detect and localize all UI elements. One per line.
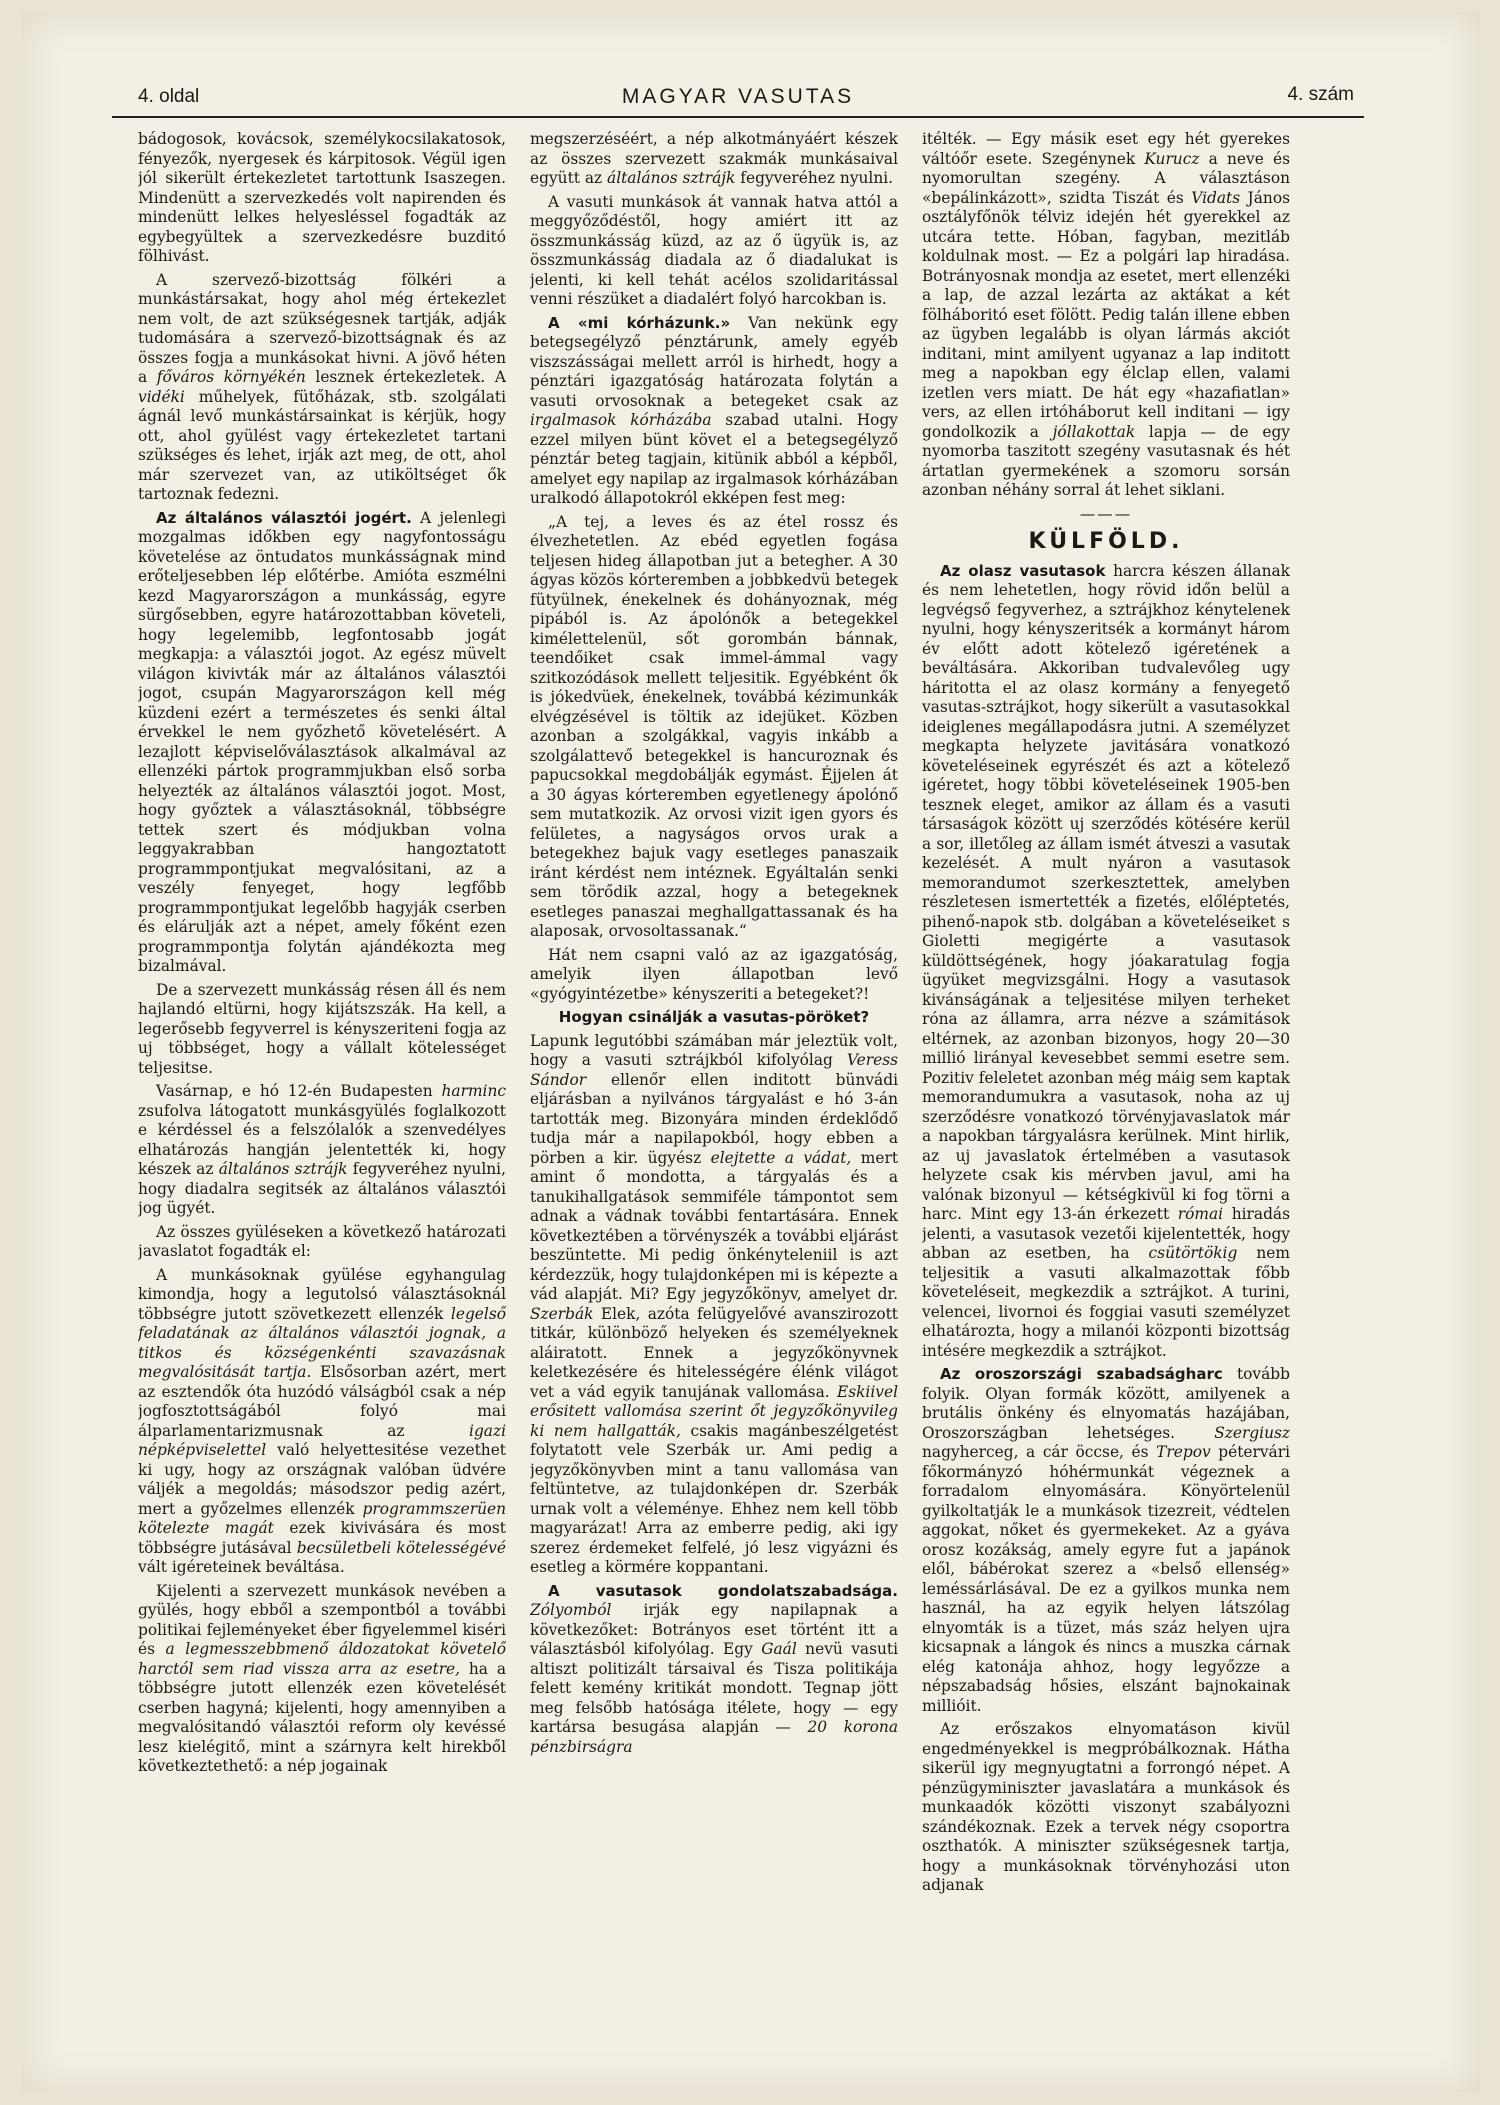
paragraph: Lapunk legutóbbi számában már jeleztük volt, hogy a vasuti sztrájkból kifolyólag Veress Sándor ellenőr ellen inditott bünvádi eljárásban a nyilvános tárgyalást e hó 3-án tartották meg. Bizonyára minden érdeklődő tudja már a napilapokból, hogy ebben a pörben a kir. ügyész elejtette a vádat, mert amint ő mondotta, a tárgyalás és a tanukihallgatások semmiféle támpontot sem adnak a vádnak további fentartására. Ennek következtében a törvényszék a további eljárást beszüntette. Mi pedig önkényteleniil is azt kérdezzük, hogy tulajdonképen mi is képezte a vád alapját. Mi? Egy jegyzőkönyv, amelyet dr. Szerbák Elek, azóta felügyelővé avanszirozott titkár, különböző helyeken és személyeknek aláiratott. Ennek a jegyzőkönyvnek keletkezésére és hitelességére élénk világot vet a vád egyik tanujának vallomása. Eskiivel erősitett vallomása szerint őt jegyzőkönyvileg ki nem hallgatták, csakis magánbeszélgetést folytatott vele Szerbák ur. Ami pedig a jegyzőkönyvben mint a tanu vallomása van feltüntetve, az tulajdonképen dr. Szerbák urnak volt a véleménye. Ehhez nem kell több magyarázat! Arra az emberre pedig, aki igy szerez érdemeket felfelé, jó lesz vigyázni és esetleg a körmére koppantani. — [530, 1031, 898, 1576]
issue-number: 4. szám — [1287, 84, 1354, 105]
paragraph: Hát nem csapni való az az igazgatóság, amelyik ilyen állapotban levő «gyógyintézetbe» kényszeriti a betegeket?! — [530, 945, 898, 1003]
article-hospital: A «mi kórházunk.» Van nekünk egy betegsegélyző pénztárunk, amely egyéb viszszásságai mellett arról is hirhedt, hogy a pénztári igazgatóság határozata folytán a vasuti orvosoknak a betegeket csak az irgalmasok kórházába szabad utalni. Hogy ezzel milyen bünt követ el a betegsegélyző pénztár beteg tagjain, kitünik abból a képből, amelyet egy napilap az irgalmasok kórházában uralkodó állapotokról ekképen fest meg: — [530, 313, 898, 507]
section-heading: KÜLFÖLD. — [1028, 529, 1184, 554]
paragraph: Vasárnap, e hó 12-én Budapesten harminc zsufolva látogatott munkásgyülés foglalkozott e kérdéssel és a felszólalók a szenvedélyes elhatározás hangján jelentették ki, hogy készek az általános sztrájk fegyveréhez nyulni, hogy diadalra segitsék az általános választói jog ügyét. — [138, 1082, 506, 1217]
column-3 — [922, 130, 1290, 2020]
article-heading: Az olasz vasutasok — [940, 561, 1106, 580]
article-general-suffrage: Az általános választói jogért. A jelenlegi mozgalmas időkben egy nagyfontosságu követelése az öntudatos munkásságnak mind erőteljesebben lép előtérbe. Amióta eszmélni kezd Magyarországon a munkásság, egyre sürgősebben, egyre határozottabban követeli, hogy legelemibb, legfontosabb jogát megkapja: a választói jogot. Az egész müvelt világon kivivták már az általános választói jogot, csupán Magyarországon kell még küzdeni ezért a természetes és senki által érvekkel le nem győzhető követelésért. A lezajlott képviselőválasztások alkalmával az ellenzéki pártok programmjukban első sorba helyezték az általános választói jogot. Most, hogy győztek a választásoknál, többségre tettek szert és módjukban volna leggyakrabban hangoztatott programmpontjukat megvalósitani, az a veszély fenyeget, hogy legfőbb programmpontjukat legelőbb hagyják cserben és elárulják azt a népet, amely főként ezen programmpontja folytán ajándékozta meg bizalmával. — [138, 508, 506, 975]
paragraph: A vasuti munkások át vannak hatva attól a meggyőződéstől, hogy amiért itt az összmunkásság küzd, az az ő ügyük is, az összmunkásság diadala az ő diadalukat is jelenti, ki kell tehát acélos szolidaritással venni részüket a diadalért folyó harcokban is. — [530, 192, 898, 308]
masthead-title: MAGYAR VASUTAS — [621, 85, 855, 108]
paragraph: De a szervezett munkásság résen áll és nem hajlandó eltürni, hogy kijátszszák. Ha kell, a legerősebb fegyverrel is kényszeriteni fogja az uj többséget, hogy a vállalt kötelességet teljesitse. — [138, 980, 506, 1077]
resolution-text: A munkásoknak gyülése egyhangulag kimondja, hogy a legutolsó választásoknál többségre jutott szövetkezett ellenzék legelső feladatának az általános választói jognak, a titkos és községenkénti szavazásnak megvalósitását tartja. Elsősorban azért, mert az esztendők óta huzódó válságból csak a nép jogfosztottságából folyó mai álparlamentarizmusnak az igazi népképviselettel való helyettesitése vezethet ki ugy, hogy az országnak valóban üdvére váljék a megoldás; másodszor pedig azért, mert a győzelmes ellenzék programmszerüen kötelezte magát ezek kivivására és most többségre jutásával becsületbeli kötelességévé vált igéreteinek beváltása. — [138, 1265, 506, 1576]
page-header — [112, 80, 1364, 118]
paragraph: megszerzéséért, a nép alkotmányáért készek az összes szervezett szakmák munkásaival együtt az általános sztrájk fegyveréhez nyulni. — [530, 130, 898, 187]
paragraph: Az összes gyüléseken a következő határozati javaslatot fogadták el: — [138, 1222, 506, 1260]
quote-block: „A tej, a leves és az étel rossz és élvezhetetlen. Az ebéd egyetlen fogása teljesen hideg állapotban jut a betegher. A 30 ágyas közös kórteremben a jobbkedvü betegek fütyülnek, énekelnek és dohányoznak, még pipából is. Az ápolónők a betegekkel kimélettelenül, sőt gorombán bánnak, teendőiket csak immel-ámmal vagy szitkozódások mellett teljesitik. Egyébként ők is jókedvüek, énekelnek, továbbá kézimunkák elvégzésével is töltik az idejüket. Közben azonban a szolgákkal, vagyis inkább a szolgálattevő betegekkel is hancuroznak és papucsokkal megdobálják egymást. Éjjelen át a 30 ágyas kórteremben egyetlenegy ápolónő sem mutatkozik. Az orvosi vizit igen gyors és felületes, a nagyságos orvos urak a betegekhez bajuk vagy esetleges panaszaik iránt kérdést nem intéznek. Egyáltalán senki sem törődik azzal, hogy a betegeknek esetleges panaszai meghallgattassanak és ha alaposak, orvosoltassanak.“ — [530, 512, 898, 940]
article-heading: A vasutasok gondolatszabadsága. — [548, 1581, 898, 1600]
paragraph: Az erőszakos elnyomatáson kivül engedményekkel is megpróbálkoznak. Hátha sikerül igy megnyugtatni a forrongó népet. A pénzügyminiszter javaslatára a munkások és munkaadók közötti viszonyt szabályozni szándékoznak. Ezek a tervek négy csoportra oszthatók. A miniszter szükségesnek tartja, hogy a munkásoknak törvényhozási uton adjanak — [922, 1720, 1290, 1894]
paragraph: A szervező-bizottság fölkéri a munkástársakat, hogy ahol még értekezlet nem volt, de azt szükségesnek tartják, adják tudomására a szervező-bizottságnak és az összes fogja a munkásokat hivni. A jövő héten a főváros környékén lesznek értekezletek. A vidéki műhelyek, fütőházak, stb. szolgálati ágnál levő munkástársainkat is kérjük, hogy ott, ahol gyülést vagy értekezletet tartani szükséges és lehet, irják azt meg, de ott, ahol már szervezet van, az utiköltséget ők tartoznak fedezni. — [138, 270, 506, 503]
paragraph: bádogosok, kovácsok, személykocsilakatosok, fényezők, nyergesek és kárpitosok. Végül igen jól sikerült értekezletet tartottunk Isaszegen. Mindenütt a szervezkedés volt napirenden és mindenütt lelkes helyesléssel fogadták az egybegyültek a szervezkedésre buzditó fölhivást. — [138, 130, 506, 265]
resolution-text: Kijelenti a szervezett munkások nevében a gyülés, hogy ebből a szempontból a további politikai fejleményeket éber figyelemmel kiséri és a legmesszebbmenő áldozatokat követelő harctól sem riad vissza arra az esetre, ha a többségre jutott ellenzék ezen követelését cserben hagyná; kijelenti, hogy amennyiben a megvalósitandó választói reform oly kevéssé lesz kielégitő, mint a szárnyra kelt hirekből következtethető: a nép jogainak — [138, 1581, 506, 1775]
article-heading: Az általános választói jogért. — [156, 508, 412, 527]
article-freedom-of-thought: A vasutasok gondolatszabadsága. Zólyomból irják egy napilapnak a következőket: Botrányos eset történt itt a választásból kifolyólag. Egy Gaál nevü vasuti altiszt politizált társaival és Tisza politikája felett kemény kritikát mondott. Tegnap jött meg felsőbb hatósága itélete, hogy — egy kartársa besugása alapján — 20 korona pénzbirságra — [530, 1581, 898, 1756]
article-heading: A «mi kórházunk.» — [548, 313, 731, 332]
article-heading: Az oroszországi szabadságharc — [940, 1365, 1223, 1383]
column-2 — [530, 130, 898, 2020]
article-heading: Hogyan csinálják a vasutas-pöröket? — [558, 1008, 870, 1026]
article-russian-freedom: Az oroszországi szabadságharc tovább folyik. Olyan formák között, amilyenek a brutális önkény és elnyomatás hazájában, Oroszországban lehetséges. Szergiusz nagyherceg, a cár öccse, és Trepov pétervári főkormányzó hóhérmunkát végeznek a forradalom elnyomására. Könyörtelenül gyilkoltatják le a munkások tizezreit, védtelen aggokat, nőket és gyermekeket. Az a gyáva orosz kozákság, amely egyre fut a japánok elől, bábérokat szerez a «belső ellenség» leméssárlásával. De ez a gyilkos munka nem használ, ha az egyik helyen látszólag elnyomták is a tüzet, más száz helyen ujra kicsapnak a lángok és nincs a muszka cárnak elég katonája ahhoz, hogy legyőzze a népszabadság hősies, elszánt bajnokainak millióit. — [922, 1365, 1290, 1715]
paragraph: itélték. — Egy másik eset egy hét gyerekes váltóőr esete. Szegénynek Kurucz a neve és nyomorultan szegény. A választáson «bepálinkázott», szidta Tiszát és Vidats János osztályfőnök télviz idején hét gyerekkel az utcára tette. Hóban, fagyban, mezitláb koldulnak most. — Ez a polgári lap hiradása. Botrányosnak mondja az esetet, mert ellenzéki a lap, de azzal lezárta az aktákat a két fölháboritó eset fölött. Pedig talán illene ebben az ügyben legalább is olyan lármás akciót inditani, mint amilyent ugyanaz a lap inditott meg a napokban egy élclap ellen, valami izetlen vers miatt. De hát egy «hazafiatlan» vers, az ellen irtóháborut kell inditani — igy gondolkozik a jóllakottak lapja — de egy nyomorba taszitott szegény vasutasnak és hét ártatlan gyermekének a szomoru sorsán azonban néhány sorral át lehet siklani. — [922, 130, 1290, 499]
separator-rule: ——— — [1079, 504, 1133, 523]
page-number: 4. oldal — [138, 86, 200, 107]
column-1 — [138, 130, 506, 2020]
article-italian-railwaymen: Az olasz vasutasok harcra készen állanak és nem lehetetlen, hogy rövid időn belül a legvégső fegyverhez, a sztrájkhoz kénytelenek nyulni, hogy kényszeritsék a kormányt három év előtt adott kötelező igéretének a beváltására. Akkoriban tudvalevőleg ugy háritotta el az olasz kormány a fenyegető vasutas-sztrájkot, hogy sikerült a vasutasokkal ideiglenes megállapodásra jutni. A személyzet megkapta helyzete javitására vonatkozó követeléseinek egyrészét és azt a kötelező igéretet, hogy többi követeléseinek 1905-ben tesznek eleget, amikor az állam és a vasuti társaságok között uj szerződés kötésére kerül a sor, illetőleg az állam ismét átveszi a vasutak kezelését. A mult nyáron a vasutasok memorandumot szerkesztettek, amelyben részletesen ismertették a fizetés, előléptetés, pihenő-napok stb. dolgában a követeléseiket s Gioletti megigérte a vasutasok küldöttségének, hogy jóakaratulag fogja ügyüket megvizsgálni. Hogy a vasutasok kivánságának a teljesitése milyen terheket róna az államra, arra nézve a számitások eltérnek, az azonban bizonyos, hogy 20—30 millió lirányal kevesebbet semmi esetre sem. Pozitiv feleletet azonban még máig sem kaptak memorandumukra a vasutasok, noha az uj szerződésre vonatkozó törvényjavaslatok már a napokban tárgyalásra kerülnek. Mint hirlik, az uj javaslatok értelmében a vasutasok helyzete csak kis mérvben javul, ami ha valónak bizonyul — kétségkivül ki fog törni a harc. Mint egy 13-án érkezett római hiradás jelenti, a vasutasok vezetői kijelentették, hogy abban az esetben, ha csütörtökig nem teljesitik a vasuti alkalmazottak főbb követeléseit, megkezdik a sztrájkot. A turini, velencei, livornoi és foggiai vasuti személyzet elhatározta, hogy a milanói központi bizottság intésére megkezdik a sztrájkot. — [922, 561, 1290, 1360]
